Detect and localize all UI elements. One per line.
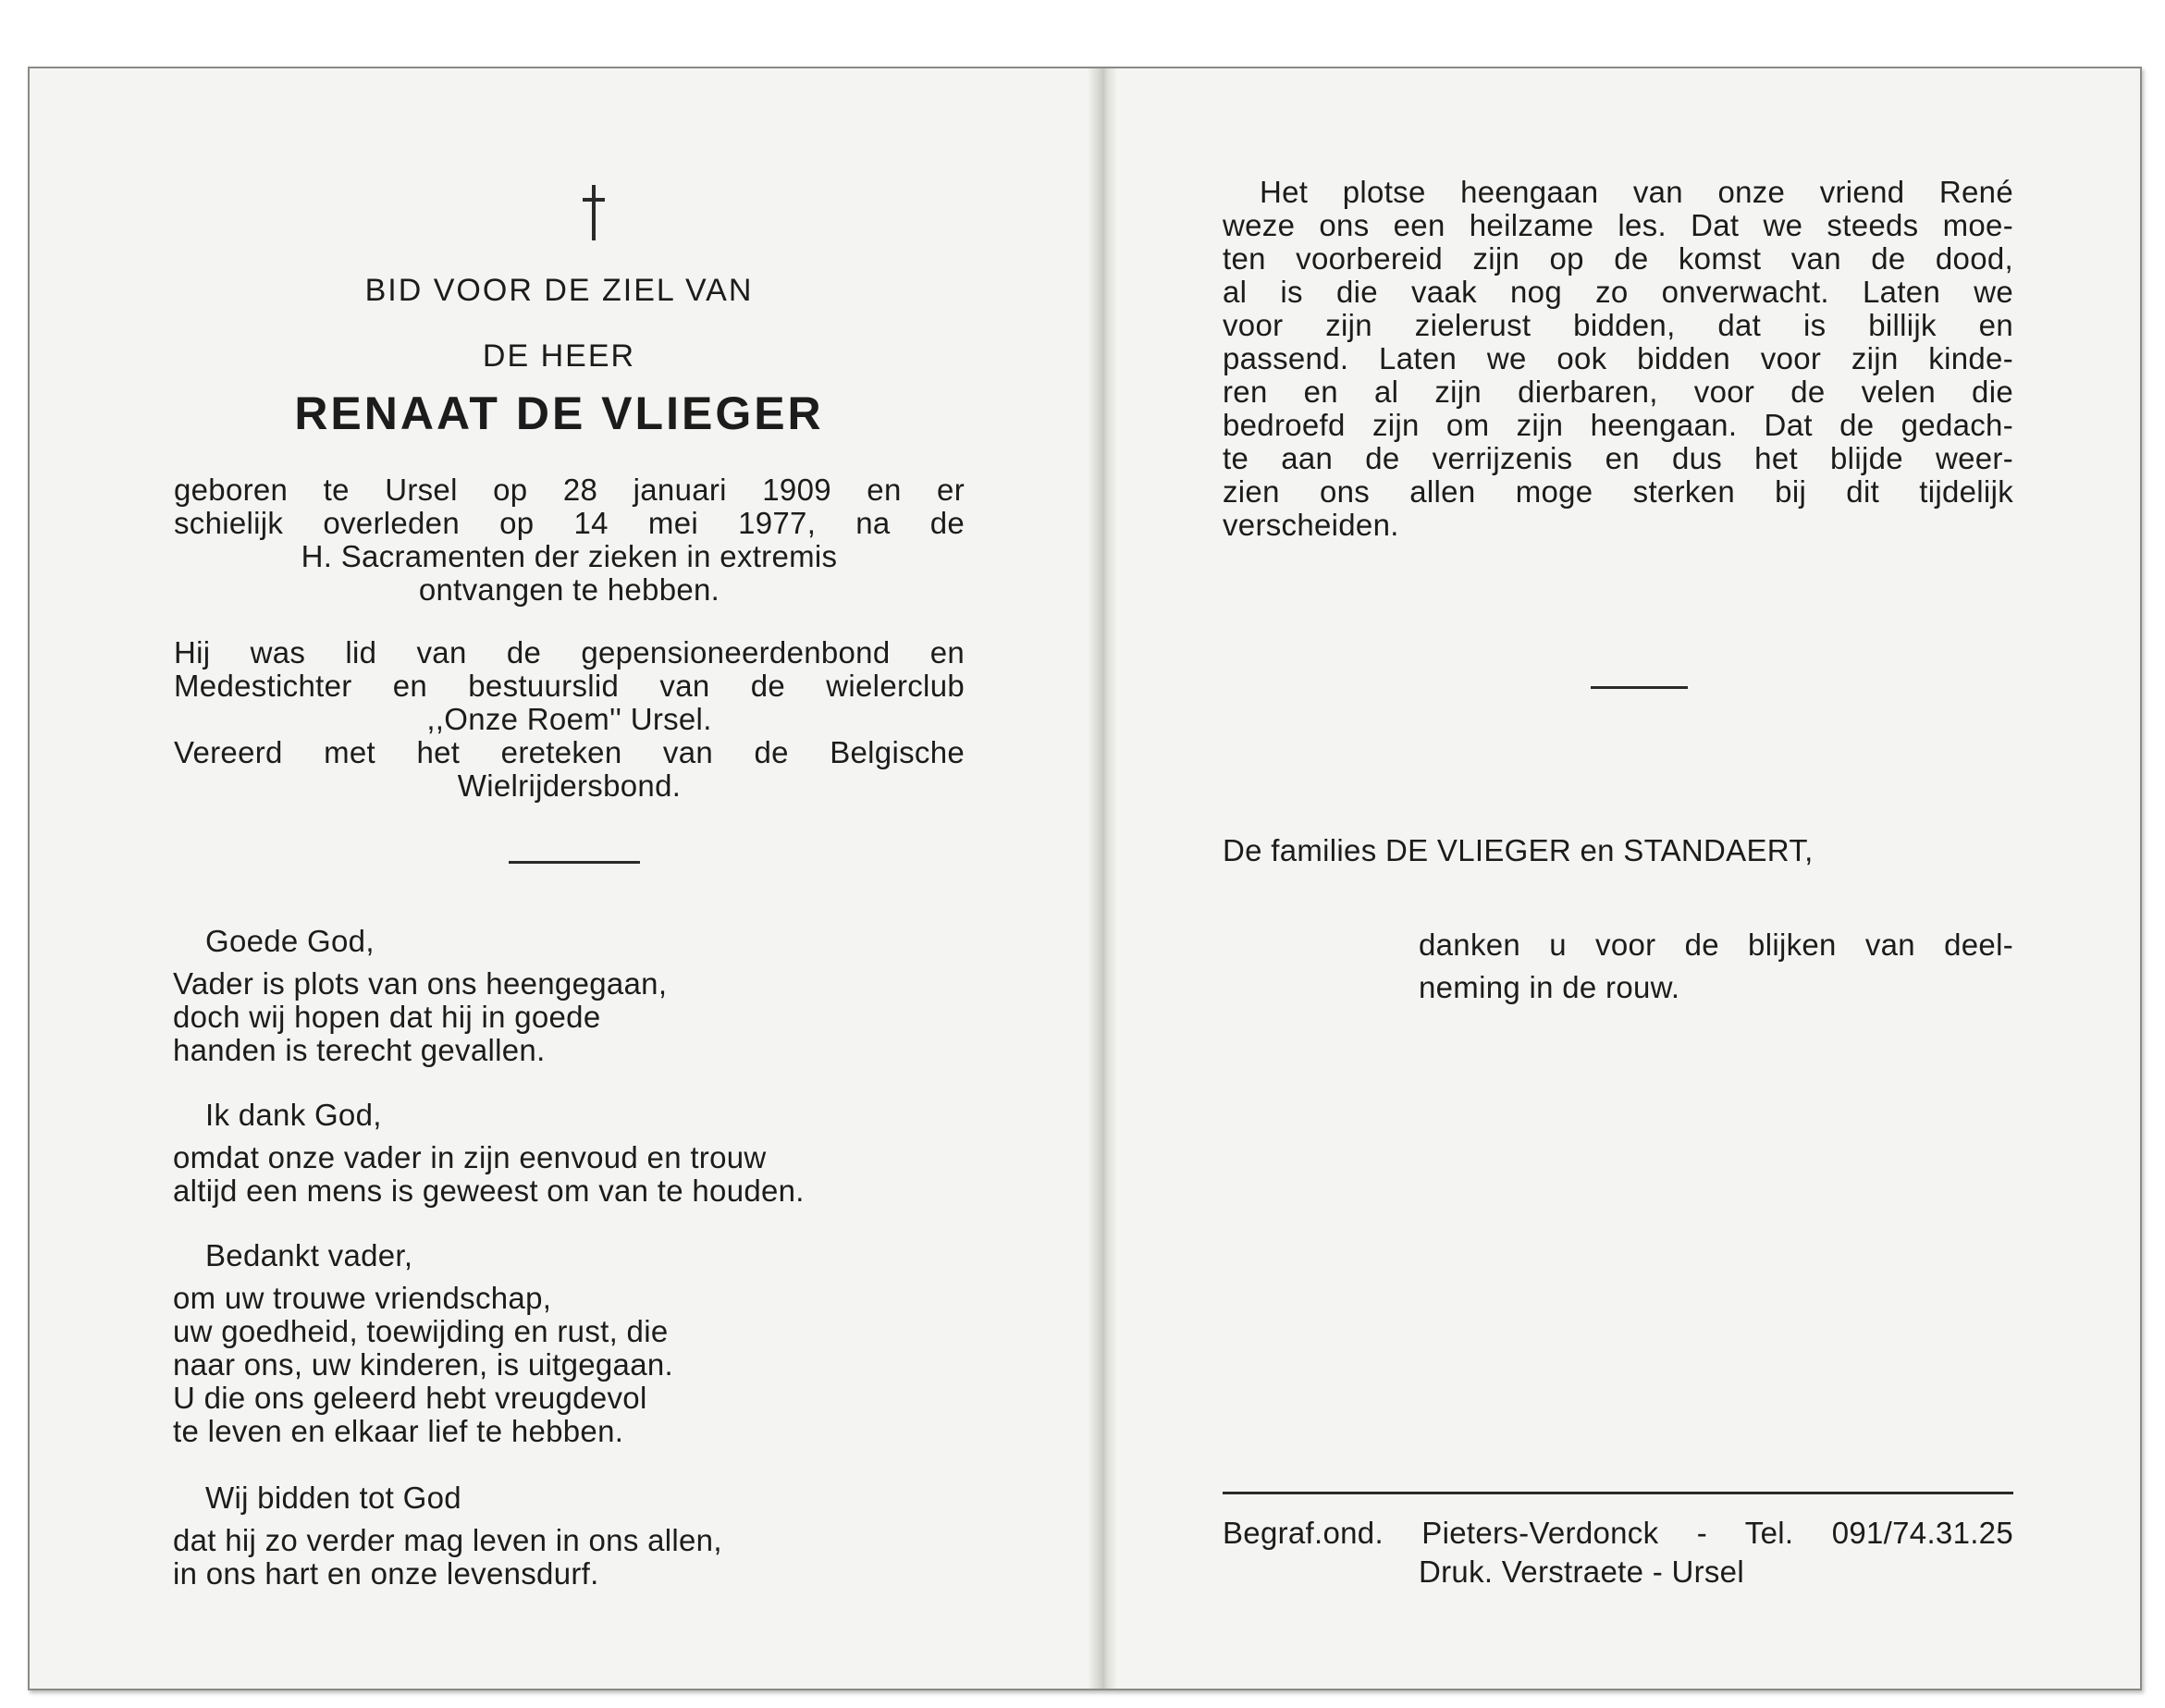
bio-line: ,,Onze Roem'' Ursel. xyxy=(426,702,712,736)
footer-rule xyxy=(1223,1492,2013,1494)
paragraph-line: ten voorbereid zijn op de komst van de dood, xyxy=(1223,241,2013,276)
prayer-line: naar ons, uw kinderen, is uitgegaan. xyxy=(173,1347,673,1382)
families-line: De families DE VLIEGER en STANDAERT, xyxy=(1223,833,1814,867)
paragraph-line: al is die vaak nog zo onverwacht. Laten we xyxy=(1223,275,2013,309)
thanks-line: neming in de rouw. xyxy=(1419,970,1680,1004)
bio-line: Wielrijdersbond. xyxy=(457,768,682,803)
prayer-line: omdat onze vader in zijn eenvoud en trouw xyxy=(173,1140,767,1174)
paragraph-line: passend. Laten we ook bidden voor zijn kinde- xyxy=(1223,341,2013,375)
memorial-card xyxy=(28,67,2142,1690)
prayer-line: altijd een mens is geweest om van te houden. xyxy=(173,1173,805,1208)
prayer-heading: Wij bidden tot God xyxy=(205,1481,461,1515)
prayer-line: U die ons geleerd hebt vreugdevol xyxy=(173,1381,647,1415)
paragraph-line: zien ons allen moge sterken bij dit tijdelijk xyxy=(1223,474,2013,509)
paragraph-line: Het plotse heengaan van onze vriend René xyxy=(1260,175,2013,209)
prayer-line: Vader is plots van ons heengegaan, xyxy=(173,966,668,1001)
prayer-line: te leven en elkaar lief te hebben. xyxy=(173,1414,624,1448)
bio-line: ontvangen te hebben. xyxy=(418,572,720,607)
bio-line: Hij was lid van de gepensioneerdenbond en xyxy=(174,635,965,670)
prayer-line: dat hij zo verder mag leven in ons allen, xyxy=(173,1523,722,1557)
prayer-line: om uw trouwe vriendschap, xyxy=(173,1281,552,1315)
paragraph-line: ren en al zijn dierbaren, voor de velen die xyxy=(1223,375,2013,409)
paragraph-line: bedroefd zijn om zijn heengaan. Dat de gedach- xyxy=(1223,408,2013,442)
prayer-heading: Bedankt vader, xyxy=(205,1238,413,1272)
prayer-line: in ons hart en onze levensdurf. xyxy=(173,1556,599,1591)
deceased-name: RENAAT DE VLIEGER xyxy=(294,387,824,439)
prayer-line: doch wij hopen dat hij in goede xyxy=(173,1000,601,1034)
prayer-line: uw goedheid, toewijding en rust, die xyxy=(173,1314,669,1348)
paragraph-line: te aan de verrijzenis en dus het blijde weer- xyxy=(1223,441,2013,475)
printer-line: Druk. Verstraete - Ursel xyxy=(1419,1554,1744,1589)
thanks-line: danken u voor de blijken van deel- xyxy=(1419,928,2013,962)
paragraph-line: verscheiden. xyxy=(1223,508,1399,542)
paragraph-line: voor zijn zielerust bidden, dat is billijk en xyxy=(1223,308,2013,342)
prayer-heading: Goede God, xyxy=(205,924,375,958)
right-page xyxy=(1116,68,2138,1689)
prayer-line: handen is terecht gevallen. xyxy=(173,1033,546,1067)
card-fold xyxy=(1089,68,1116,1689)
bio-line: geboren te Ursel op 28 januari 1909 en er xyxy=(174,473,965,507)
left-page xyxy=(30,68,1089,1689)
cross-icon xyxy=(566,179,621,244)
bio-line: schielijk overleden op 14 mei 1977, na de xyxy=(174,506,965,540)
bio-line: Vereerd met het ereteken van de Belgische xyxy=(174,735,965,769)
title: DE HEER xyxy=(482,338,636,374)
printer-line: Begraf.ond. Pieters-Verdonck - Tel. 091/74.31.25 xyxy=(1223,1516,2013,1550)
bio-line: Medestichter en bestuurslid van de wielerclub xyxy=(174,669,965,703)
prayer-heading: Ik dank God, xyxy=(205,1098,382,1132)
bio-line: H. Sacramenten der zieken in extremis xyxy=(301,539,838,573)
divider xyxy=(1591,686,1688,689)
heading: BID VOOR DE ZIEL VAN xyxy=(364,273,754,308)
divider xyxy=(509,861,640,864)
paragraph-line: weze ons een heilzame les. Dat we steeds moe- xyxy=(1223,208,2013,242)
